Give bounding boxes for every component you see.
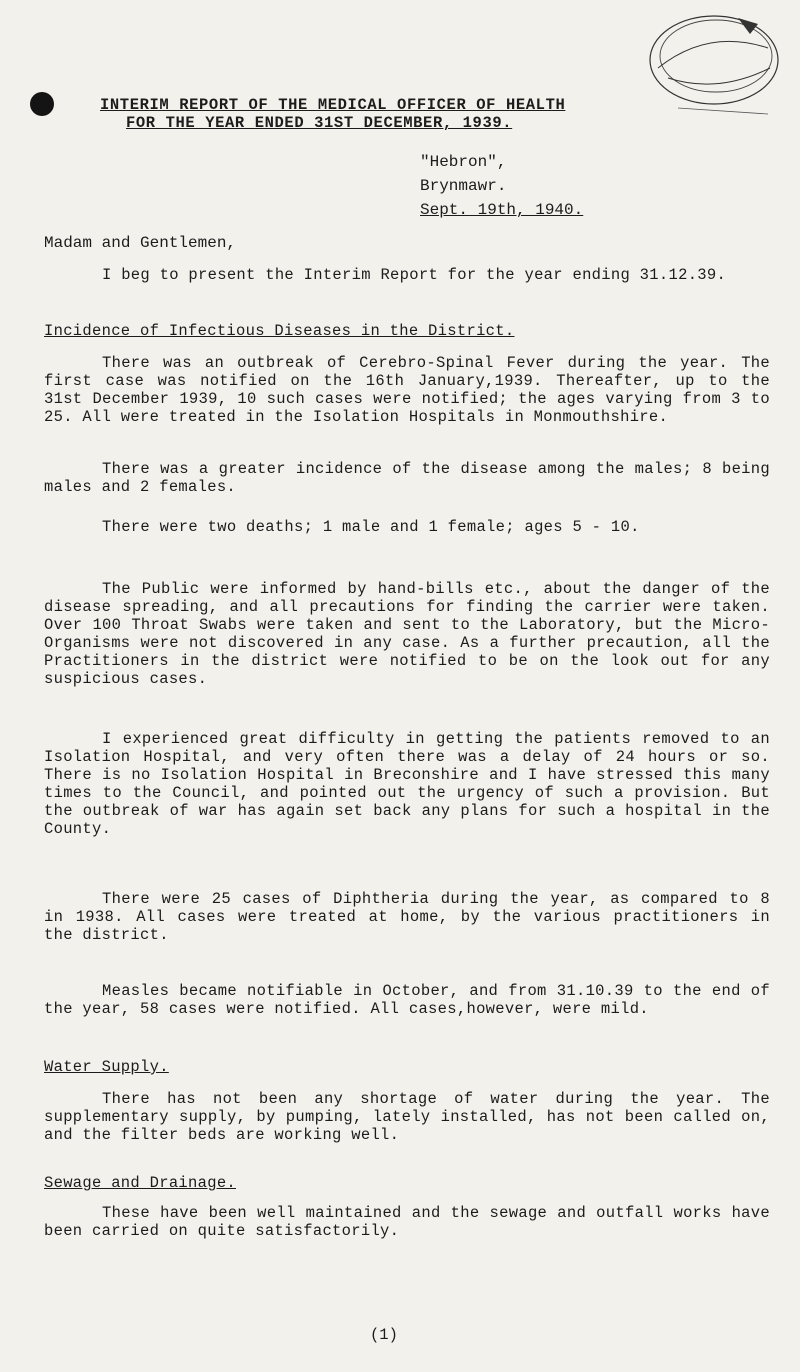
page-number: (1): [370, 1326, 398, 1344]
paragraph-isolation-difficulty: I experienced great difficulty in getting the patients removed to an Isolation Hospital, and very often there was a delay of 24 hours or so. There is no Isolation Hospital in Breconshire and I have stressed this many times to the Council, and pointed out the urgency of such a provision. But the outbreak of war has again set back any plans for such a hospital in the County.: [44, 730, 770, 838]
sender-address: [420, 150, 506, 198]
paragraph-sex-incidence: There was a greater incidence of the disease among the males; 8 being males and 2 females.: [44, 460, 770, 496]
council-stamp-mark: [618, 8, 790, 120]
report-title-line-2: FOR THE YEAR ENDED 31ST DECEMBER, 1939.: [126, 114, 513, 132]
paragraph-diphtheria: There were 25 cases of Diphtheria during the year, as compared to 8 in 1938. All cases were treated at home, by the various practitioners in the district.: [44, 890, 770, 944]
paragraph-public-precautions: The Public were informed by hand-bills etc., about the danger of the disease spreading, and all precautions for finding the carrier were taken. Over 100 Throat Swabs were taken and sent to the Laboratory, but the Micro-Organisms were not discovered in any case. As a further precaution, all the Practitioners in the district were notified to be on the look out for any suspicious cases.: [44, 580, 770, 688]
paragraph-cerebro-spinal: There was an outbreak of Cerebro-Spinal Fever during the year. The first case was notified on the 16th January,1939. Thereafter, up to the 31st December 1939, 10 such cases were notified; the ages varying from 3 to 25. All were treated in the Isolation Hospitals in Monmouthshire.: [44, 354, 770, 426]
salutation: Madam and Gentlemen,: [44, 234, 237, 252]
letter-date: Sept. 19th, 1940.: [420, 201, 584, 219]
address-line-1: "Hebron",: [420, 153, 507, 171]
section-heading-sewage: Sewage and Drainage.: [44, 1174, 237, 1192]
section-heading-water: Water Supply.: [44, 1058, 169, 1076]
section-heading-infectious: Incidence of Infectious Diseases in the District.: [44, 322, 515, 340]
address-line-2: Brynmawr.: [420, 177, 507, 195]
paragraph-sewage: These have been well maintained and the sewage and outfall works have been carried on quite satisfactorily.: [44, 1204, 770, 1240]
report-title: [100, 96, 565, 132]
punch-hole: [30, 92, 54, 116]
paragraph-deaths: There were two deaths; 1 male and 1 female; ages 5 - 10.: [102, 518, 640, 536]
paragraph-water: There has not been any shortage of water during the year. The supplementary supply, by pumping, lately installed, has not been called on, and the filter beds are working well.: [44, 1090, 770, 1144]
report-title-line-1: INTERIM REPORT OF THE MEDICAL OFFICER OF HEALTH: [100, 96, 566, 114]
paragraph-measles: Measles became notifiable in October, and from 31.10.39 to the end of the year, 58 cases were notified. All cases,however, were mild.: [44, 982, 770, 1018]
intro-paragraph: I beg to present the Interim Report for the year ending 31.12.39.: [102, 266, 727, 284]
